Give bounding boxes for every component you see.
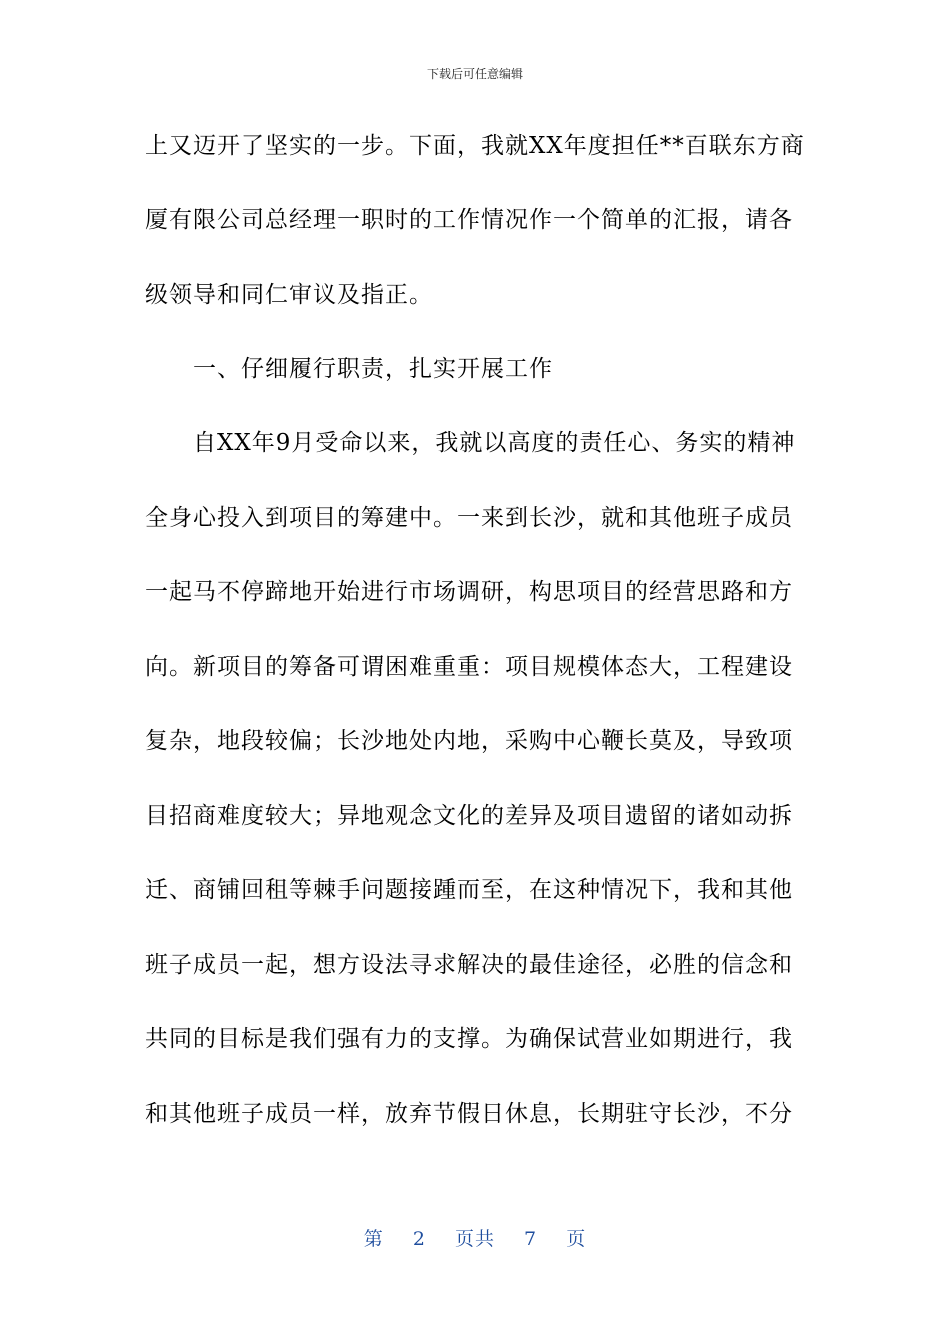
section-heading: 一、仔细履行职责，扎实开展工作	[193, 356, 553, 382]
text-line: 共同的目标是我们强有力的支撑。为确保试营业如期进行，我	[145, 1026, 793, 1052]
text-line: 自XX年9月受命以来，我就以高度的责任心、务实的精神	[193, 430, 796, 456]
footer-middle: 页共	[454, 1228, 495, 1250]
text-line: 级领导和同仁审议及指正。	[145, 282, 433, 308]
text-line: 复杂，地段较偏；长沙地处内地，采购中心鞭长莫及，导致项	[145, 728, 793, 754]
text-line: 班子成员一起，想方设法寻求解决的最佳途径，必胜的信念和	[145, 952, 793, 978]
text-line: 全身心投入到项目的筹建中。一来到长沙，就和其他班子成员	[145, 505, 793, 531]
text-line: 一起马不停蹄地开始进行市场调研，构思项目的经营思路和方	[145, 579, 793, 605]
page-footer	[0, 1226, 950, 1252]
text-line: 迁、商铺回租等棘手问题接踵而至，在这种情况下，我和其他	[145, 877, 793, 903]
text-line: 目招商难度较大；异地观念文化的差异及项目遗留的诸如动拆	[145, 803, 793, 829]
page-header-note: 下载后可任意编辑	[426, 67, 523, 81]
footer-suffix: 页	[566, 1228, 587, 1250]
footer-page-number: 2	[412, 1228, 426, 1250]
text-line: 和其他班子成员一样，放弃节假日休息，长期驻守长沙，不分	[145, 1101, 793, 1127]
footer-prefix: 第	[363, 1228, 384, 1250]
footer-total-pages: 7	[524, 1228, 538, 1250]
text-line: 上又迈开了坚实的一步。下面，我就XX年度担任**百联东方商	[145, 133, 805, 159]
text-line: 向。新项目的筹备可谓困难重重：项目规模体态大，工程建设	[145, 654, 793, 680]
text-line: 厦有限公司总经理一职时的工作情况作一个简单的汇报，请各	[145, 207, 793, 233]
